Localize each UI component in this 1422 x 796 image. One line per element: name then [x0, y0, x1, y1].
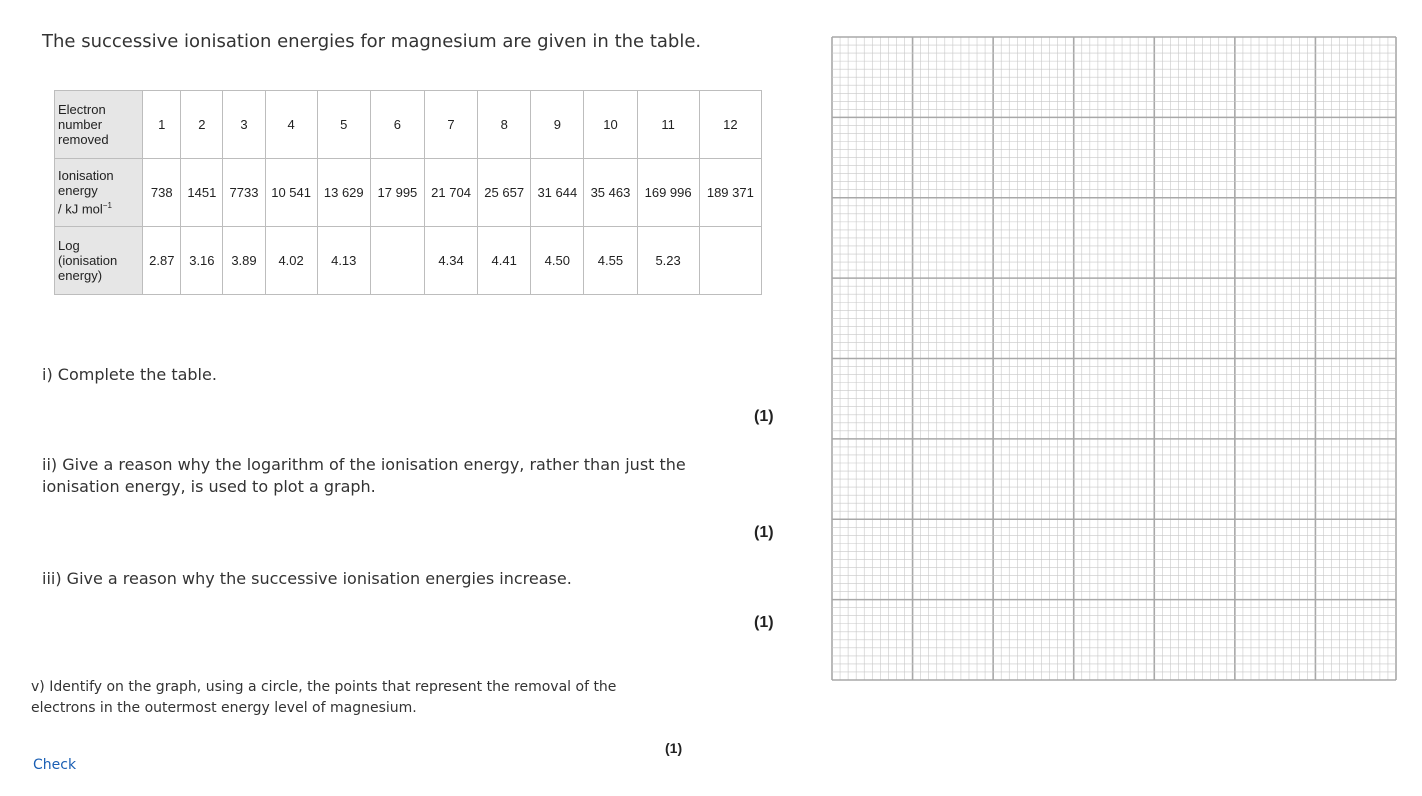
table-cell: 8 [478, 91, 531, 159]
question-2-line-1: ii) Give a reason why the logarithm of the ionisation energy, rather than just the [42, 455, 686, 474]
table-cell: 12 [699, 91, 761, 159]
question-2-line-2: ionisation energy, is used to plot a graph. [42, 477, 376, 496]
graph-paper[interactable] [831, 36, 1397, 681]
table-cell: 2.87 [143, 227, 181, 295]
table-cell: 13 629 [317, 159, 370, 227]
ionisation-energy-table [54, 90, 762, 295]
table-cell: 1451 [181, 159, 223, 227]
table-cell: 2 [181, 91, 223, 159]
table-cell: 4.41 [478, 227, 531, 295]
question-5-line-1: v) Identify on the graph, using a circle, the points that represent the removal of the [31, 679, 617, 695]
question-2 [42, 454, 686, 498]
question-2-mark: (1) [754, 524, 774, 541]
question-5-mark: (1) [665, 740, 683, 756]
table-cell: 6 [370, 91, 424, 159]
table-cell: 3.16 [181, 227, 223, 295]
table-cell: 3.89 [223, 227, 265, 295]
row-header-ionisation-energy: Ionisation energy / kJ mol$^{-1}$ [55, 159, 143, 227]
question-5-line-2: electrons in the outermost energy level of magnesium. [31, 700, 417, 716]
table-cell-blank[interactable] [699, 227, 761, 295]
table-cell: 4.50 [531, 227, 584, 295]
row-header-electron-number: Electron number removed [55, 91, 143, 159]
table-cell: 4 [265, 91, 317, 159]
table-cell: 10 [584, 91, 637, 159]
table-cell: 25 657 [478, 159, 531, 227]
table-cell: 5 [317, 91, 370, 159]
cut-off-link[interactable]: Check [33, 757, 77, 773]
table-cell: 1 [143, 91, 181, 159]
table-cell: 738 [143, 159, 181, 227]
question-5 [31, 677, 616, 719]
table-cell: 31 644 [531, 159, 584, 227]
question-3-mark: (1) [754, 614, 774, 631]
table-cell: 7733 [223, 159, 265, 227]
table-cell: 4.55 [584, 227, 637, 295]
table-row-log [55, 227, 762, 295]
table-row-ionisation-energy [55, 159, 762, 227]
table-cell: 4.34 [424, 227, 477, 295]
table-cell: 10 541 [265, 159, 317, 227]
table-cell: 11 [637, 91, 699, 159]
table-cell: 4.13 [317, 227, 370, 295]
question-1-mark: (1) [754, 408, 774, 425]
table-cell: 21 704 [424, 159, 477, 227]
table-cell: 17 995 [370, 159, 424, 227]
table-cell: 189 371 [699, 159, 761, 227]
table-row-electron-number [55, 91, 762, 159]
intro-text: The successive ionisation energies for magnesium are given in the table. [42, 31, 702, 52]
table-cell: 9 [531, 91, 584, 159]
table-cell: 4.02 [265, 227, 317, 295]
table-cell: 5.23 [637, 227, 699, 295]
question-3: iii) Give a reason why the successive ionisation energies increase. [42, 569, 572, 588]
row-header-log: Log (ionisation energy) [55, 227, 143, 295]
question-1: i) Complete the table. [42, 365, 217, 384]
table-cell: 35 463 [584, 159, 637, 227]
table-cell: 7 [424, 91, 477, 159]
table-cell: 3 [223, 91, 265, 159]
table-cell-blank[interactable] [370, 227, 424, 295]
table-cell: 169 996 [637, 159, 699, 227]
